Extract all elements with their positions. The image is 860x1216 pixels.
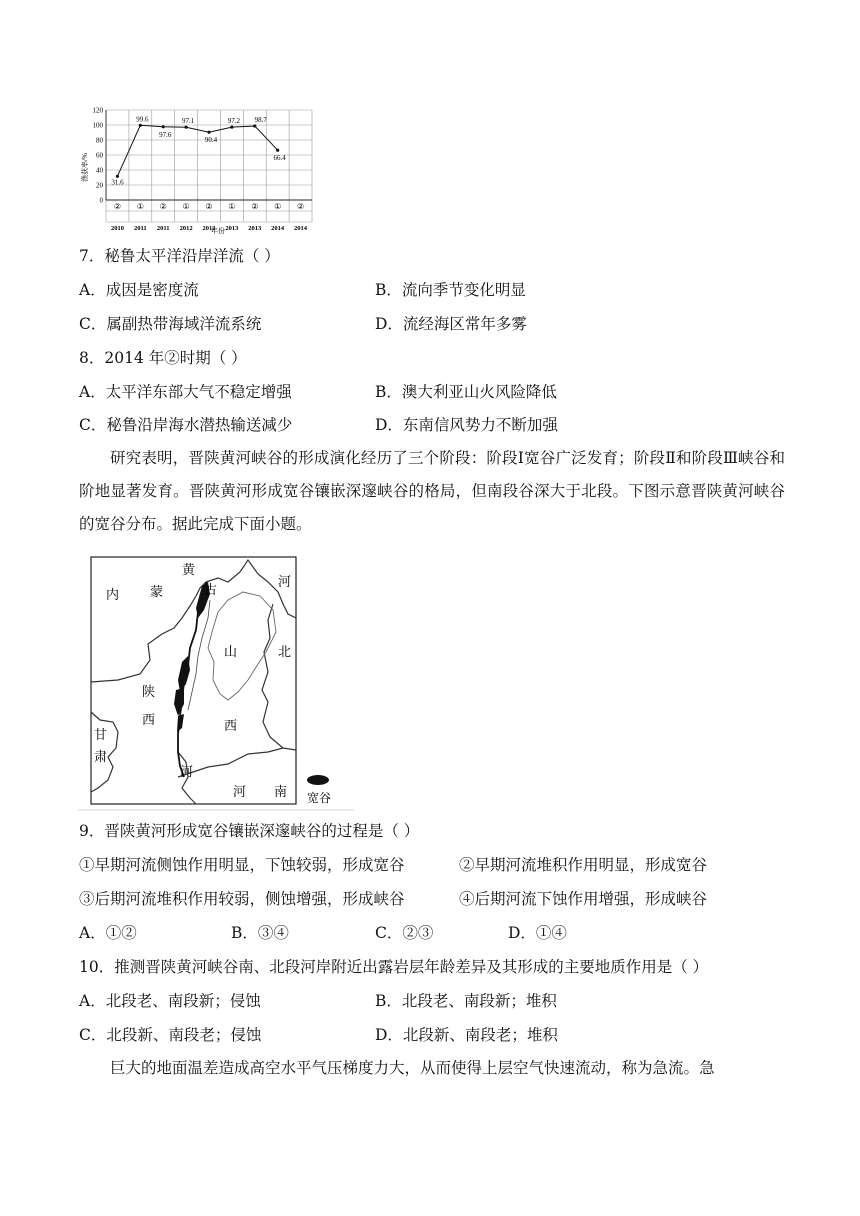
chart-ylabel: 渔获率/%	[81, 153, 89, 182]
q9-option-c[interactable]: C．②③	[375, 924, 434, 942]
map-label-shan-mtn: 山	[224, 644, 238, 659]
map-label-he-top: 河	[278, 574, 292, 589]
q8-option-d[interactable]: D．东南信风势力不断加强	[375, 416, 558, 434]
q9-option-a[interactable]: A．①②	[79, 924, 137, 942]
chart-ytick-label: 20	[96, 181, 103, 190]
chart-point	[185, 126, 188, 129]
q7-option-c[interactable]: C．属副热带海域洋流系统	[79, 315, 262, 333]
q10-stem: 10．推测晋陕黄河峡谷南、北段河岸附近出露岩层年龄差异及其形成的主要地质作用是（ ）	[79, 958, 709, 976]
q9-statement-2: ②早期河流堆积作用明显，形成宽谷	[459, 856, 708, 874]
chart-period-label: ②	[159, 202, 167, 211]
chart-point	[230, 126, 233, 129]
chart-year-label: 2013	[248, 225, 262, 232]
q10-option-a[interactable]: A．北段老、南段新；侵蚀	[79, 992, 261, 1010]
chart-period-label: ②	[205, 202, 213, 211]
legend-wide-valley-swatch	[307, 775, 329, 785]
wide-valley-lower	[177, 714, 184, 732]
chart-data-label: 90.4	[204, 136, 218, 145]
q9-statement-1: ①早期河流侧蚀作用明显，下蚀较弱，形成宽谷	[79, 856, 405, 874]
q10-option-b[interactable]: B．北段老、南段新；堆积	[375, 992, 557, 1010]
chart-point	[162, 125, 165, 128]
map-label-bei: 北	[278, 644, 292, 659]
map-label-nan: 南	[274, 784, 288, 799]
q9-statement-4: ④后期河流下蚀作用增强，形成峡谷	[459, 890, 708, 908]
chart-year-label: 2012	[179, 225, 193, 232]
chart-data-label: 97.2	[227, 117, 241, 126]
chart-period-label: ②	[251, 202, 259, 211]
chart-ytick-label: 60	[96, 151, 103, 160]
map-label-gu: 古	[204, 582, 218, 597]
map-label-he-henan: 河	[233, 784, 247, 799]
boundary-shanxi-east	[262, 604, 283, 748]
chart-xlabel: 年份	[211, 227, 225, 235]
q10-option-c[interactable]: C．北段新、南段老；侵蚀	[79, 1026, 262, 1044]
chart-data-label: 98.7	[254, 115, 267, 124]
chart-ytick-label: 0	[99, 196, 103, 205]
map-label-nei: 内	[106, 587, 120, 602]
chart-period-label: ②	[113, 202, 122, 211]
boundary-henan	[178, 748, 296, 777]
chart-year-label: 2014	[294, 225, 308, 232]
map-label-shaan: 陕	[142, 684, 156, 699]
q7-option-d[interactable]: D．流经海区常年多雾	[375, 315, 527, 333]
wide-valley-mid	[178, 656, 190, 692]
chart-ytick-label: 120	[92, 106, 103, 115]
q9-option-d[interactable]: D．①④	[508, 924, 567, 942]
chart-point	[207, 131, 210, 134]
chart-year-label: 2010	[110, 225, 124, 232]
q8-option-b[interactable]: B．澳大利亚山火风险降低	[375, 383, 557, 401]
chart-period-label: ①	[228, 202, 236, 211]
chart-ytick-label: 80	[96, 136, 103, 145]
q7-stem: 7．秘鲁太平洋沿岸洋流（ ）	[79, 247, 280, 265]
q9-statement-3: ③后期河流堆积作用较弱，侧蚀增强，形成峡谷	[79, 890, 405, 908]
map-label-huang: 黄	[182, 562, 196, 577]
chart-period-label: ①	[182, 202, 190, 211]
q8-option-a[interactable]: A．太平洋东部大气不稳定增强	[79, 383, 292, 401]
chart-year-label: 2011	[134, 225, 147, 232]
chart-ytick-label: 40	[96, 166, 103, 175]
chart-year-label: 2013	[225, 225, 239, 232]
q9-stem: 9．晋陕黄河形成宽谷镶嵌深邃峡谷的过程是（ ）	[79, 822, 420, 840]
map-label-he-river: 河	[180, 764, 194, 779]
boundary-north	[206, 560, 296, 618]
chart-year-label: 2014	[271, 225, 285, 232]
q7-option-b[interactable]: B．流向季节变化明显	[375, 281, 526, 299]
map-label-meng: 蒙	[150, 584, 164, 599]
next-paragraph: 巨大的地面温差造成高空水平气压梯度力大，从而使得上层空气快速流动，称为急流。急	[110, 1059, 715, 1077]
chart-period-label: ①	[274, 202, 282, 211]
chart-ytick-label: 100	[92, 121, 103, 130]
chart-period-label: ②	[296, 202, 305, 211]
map-label-xi-shaanxi: 西	[142, 712, 156, 727]
chart-period-label: ①	[136, 202, 144, 211]
legend-label: 宽谷	[307, 791, 332, 805]
chart-data-label: 31.6	[111, 178, 124, 187]
chart-data-label: 99.6	[136, 115, 149, 124]
q9-option-b[interactable]: B．③④	[231, 924, 289, 942]
yellow-river-canyon-map	[78, 552, 354, 812]
q7-option-a[interactable]: A．成因是密度流	[79, 281, 199, 299]
q8-stem: 8．2014 年②时期（ ）	[79, 349, 247, 367]
mountain-outline	[208, 592, 276, 700]
chart-year-label: 2011	[156, 225, 170, 232]
chart-data-label: 97.6	[159, 130, 172, 139]
chart-year-label: 2012	[202, 225, 216, 232]
map-label-gan: 甘	[94, 727, 108, 742]
chart-data-label: 97.1	[181, 117, 195, 126]
chart-point	[253, 124, 256, 127]
fish-catch-chart	[78, 100, 318, 236]
map-label-xi-shanxi: 西	[224, 718, 238, 733]
wide-valley-south	[174, 688, 184, 716]
intro-paragraph: 研究表明，晋陕黄河峡谷的形成演化经历了三个阶段：阶段Ⅰ宽谷广泛发育；阶段Ⅱ和阶段Ⅲ峡谷和阶地显著发育。晋陕黄河形成宽谷镶嵌深邃峡谷的格局，但南段谷深大于北段。下图示意晋陕黄河峡谷的宽谷分布。据此完成下面小题。	[79, 449, 785, 533]
q8-option-c[interactable]: C．秘鲁沿岸海水潜热输送减少	[79, 416, 293, 434]
map-label-su: 肃	[94, 749, 108, 764]
chart-point	[139, 124, 142, 127]
chart-point	[276, 149, 279, 152]
chart-data-label: 66.4	[273, 154, 286, 163]
q10-option-d[interactable]: D．北段新、南段老；堆积	[375, 1026, 558, 1044]
